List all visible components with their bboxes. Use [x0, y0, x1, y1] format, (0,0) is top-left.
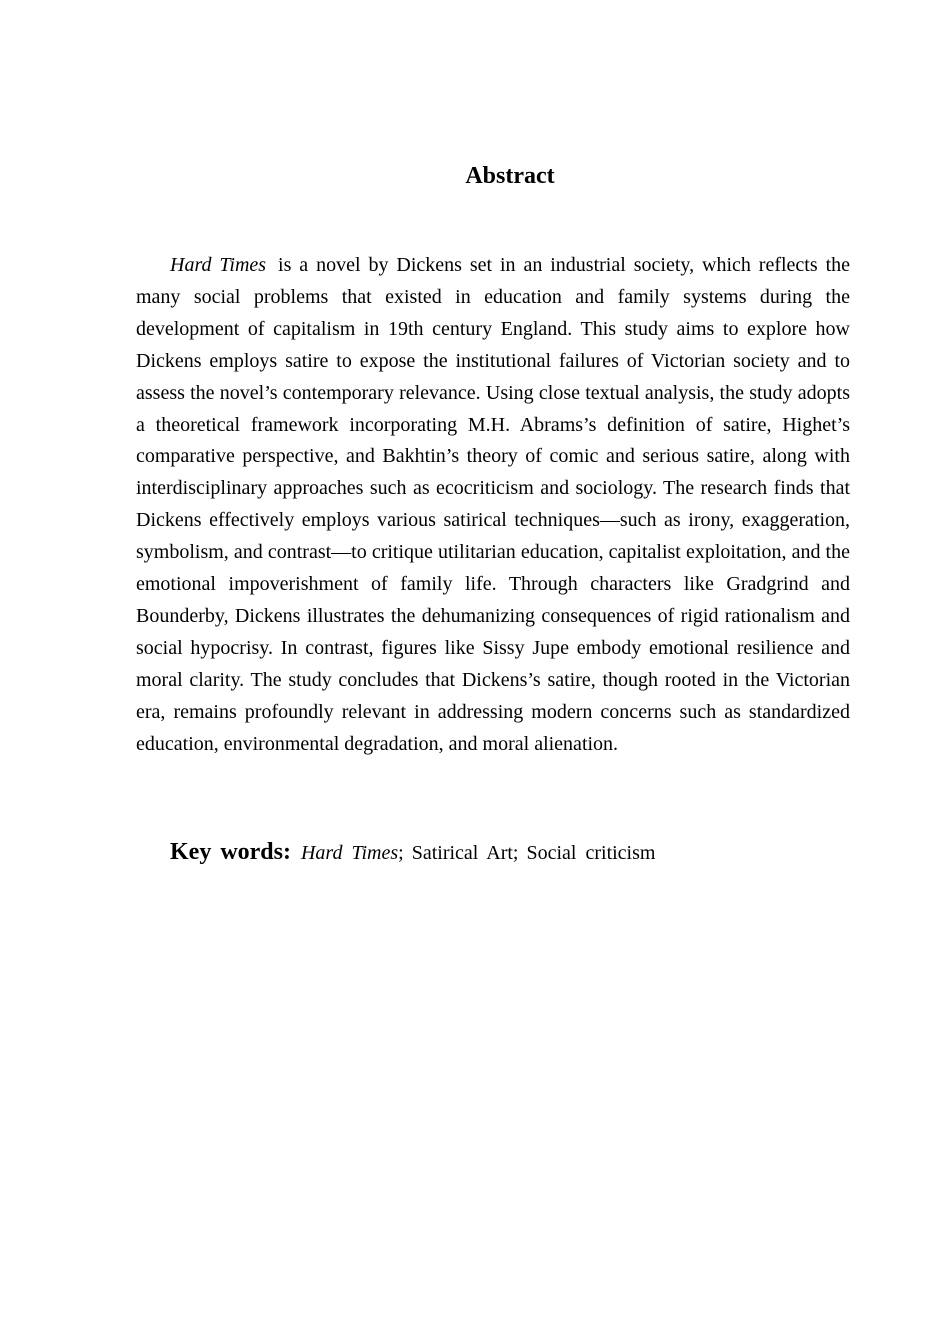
- keyword-separator: ;: [512, 842, 519, 864]
- keyword-social-criticism: Social criticism: [526, 842, 656, 864]
- keyword-satirical-art: Satirical Art: [411, 842, 513, 864]
- abstract-paragraph: [136, 250, 850, 761]
- abstract-heading: Abstract: [465, 163, 555, 189]
- novel-title: Hard Times: [170, 254, 267, 276]
- keyword-hard-times: Hard Times: [300, 842, 399, 864]
- keyword-separator: ;: [398, 842, 404, 864]
- keywords-label: Key words:: [170, 839, 291, 865]
- abstract-text: is a novel by Dickens set in an industrial society, which reflects the many social problems that existed in education and family systems during the development of capitalism in 19th century England. This study aims to explore how Dickens employs satire to expose the institutional failures of Victorian society and to assess the novel’s contemporary relevance. Using close textual analysis, the study adopts a theoretical framework incorporating M.H. Abrams’s definition of satire, Highet’s comparative perspective, and Bakhtin’s theory of comic and serious satire, along with interdisciplinary approaches such as ecocriticism and sociology. The research finds that Dickens effectively employs various satirical techniques—such as irony, exaggeration, symbolism, and contrast—to critique utilitarian education, capitalist exploitation, and the emotional impoverishment of family life. Through characters like Gradgrind and Bounderby, Dickens illustrates the dehumanizing consequences of rigid rationalism and social hypocrisy. In contrast, figures like Sissy Jupe embody emotional resilience and moral clarity. The study concludes that Dickens’s satire, though rooted in the Victorian era, remains profoundly relevant in addressing modern concerns such as standardized education, environmental degradation, and moral alienation.: [136, 254, 851, 755]
- keywords-line: [170, 836, 870, 869]
